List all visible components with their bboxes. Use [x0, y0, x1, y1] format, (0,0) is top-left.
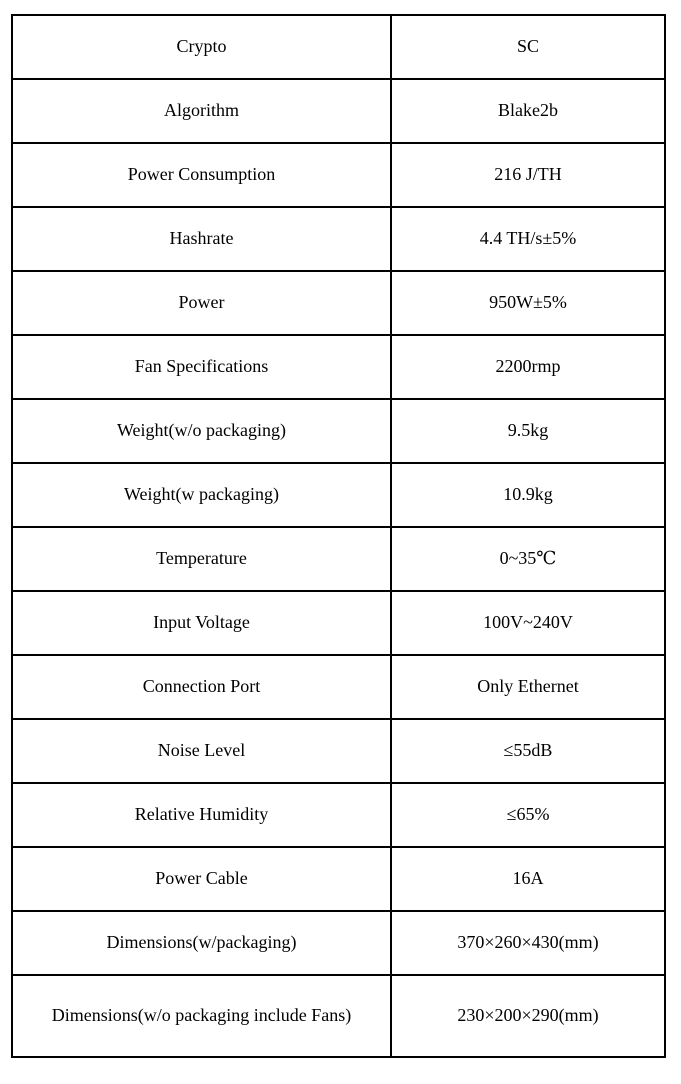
spec-label: Hashrate [12, 207, 391, 271]
table-row [12, 847, 665, 911]
spec-value: 9.5kg [391, 399, 665, 463]
table-row [12, 399, 665, 463]
table-row [12, 975, 665, 1057]
spec-label: Dimensions(w/packaging) [12, 911, 391, 975]
table-row [12, 655, 665, 719]
spec-label: Crypto [12, 15, 391, 79]
spec-label: Noise Level [12, 719, 391, 783]
spec-value: 950W±5% [391, 271, 665, 335]
spec-label: Input Voltage [12, 591, 391, 655]
spec-value: 16A [391, 847, 665, 911]
spec-value: Only Ethernet [391, 655, 665, 719]
spec-label: Weight(w/o packaging) [12, 399, 391, 463]
table-row [12, 207, 665, 271]
table-row [12, 783, 665, 847]
spec-label: Power Cable [12, 847, 391, 911]
table-row [12, 911, 665, 975]
table-row [12, 271, 665, 335]
spec-label: Power [12, 271, 391, 335]
spec-label: Dimensions(w/o packaging include Fans) [12, 975, 391, 1057]
spec-value: SC [391, 15, 665, 79]
spec-value: 2200rmp [391, 335, 665, 399]
spec-value: 230×200×290(mm) [391, 975, 665, 1057]
spec-label: Fan Specifications [12, 335, 391, 399]
spec-value: ≤65% [391, 783, 665, 847]
spec-label: Power Consumption [12, 143, 391, 207]
table-row [12, 463, 665, 527]
table-row [12, 591, 665, 655]
table-row [12, 15, 665, 79]
spec-value: 4.4 TH/s±5% [391, 207, 665, 271]
spec-value: 100V~240V [391, 591, 665, 655]
spec-value: 0~35℃ [391, 527, 665, 591]
spec-label: Temperature [12, 527, 391, 591]
spec-value: 10.9kg [391, 463, 665, 527]
spec-table-body [12, 15, 665, 1057]
spec-label: Weight(w packaging) [12, 463, 391, 527]
table-row [12, 143, 665, 207]
spec-value: 370×260×430(mm) [391, 911, 665, 975]
table-row [12, 335, 665, 399]
spec-value: 216 J/TH [391, 143, 665, 207]
table-row [12, 719, 665, 783]
spec-label: Algorithm [12, 79, 391, 143]
spec-table [11, 14, 666, 1058]
spec-label: Connection Port [12, 655, 391, 719]
table-row [12, 79, 665, 143]
spec-label: Relative Humidity [12, 783, 391, 847]
table-row [12, 527, 665, 591]
spec-value: Blake2b [391, 79, 665, 143]
spec-value: ≤55dB [391, 719, 665, 783]
